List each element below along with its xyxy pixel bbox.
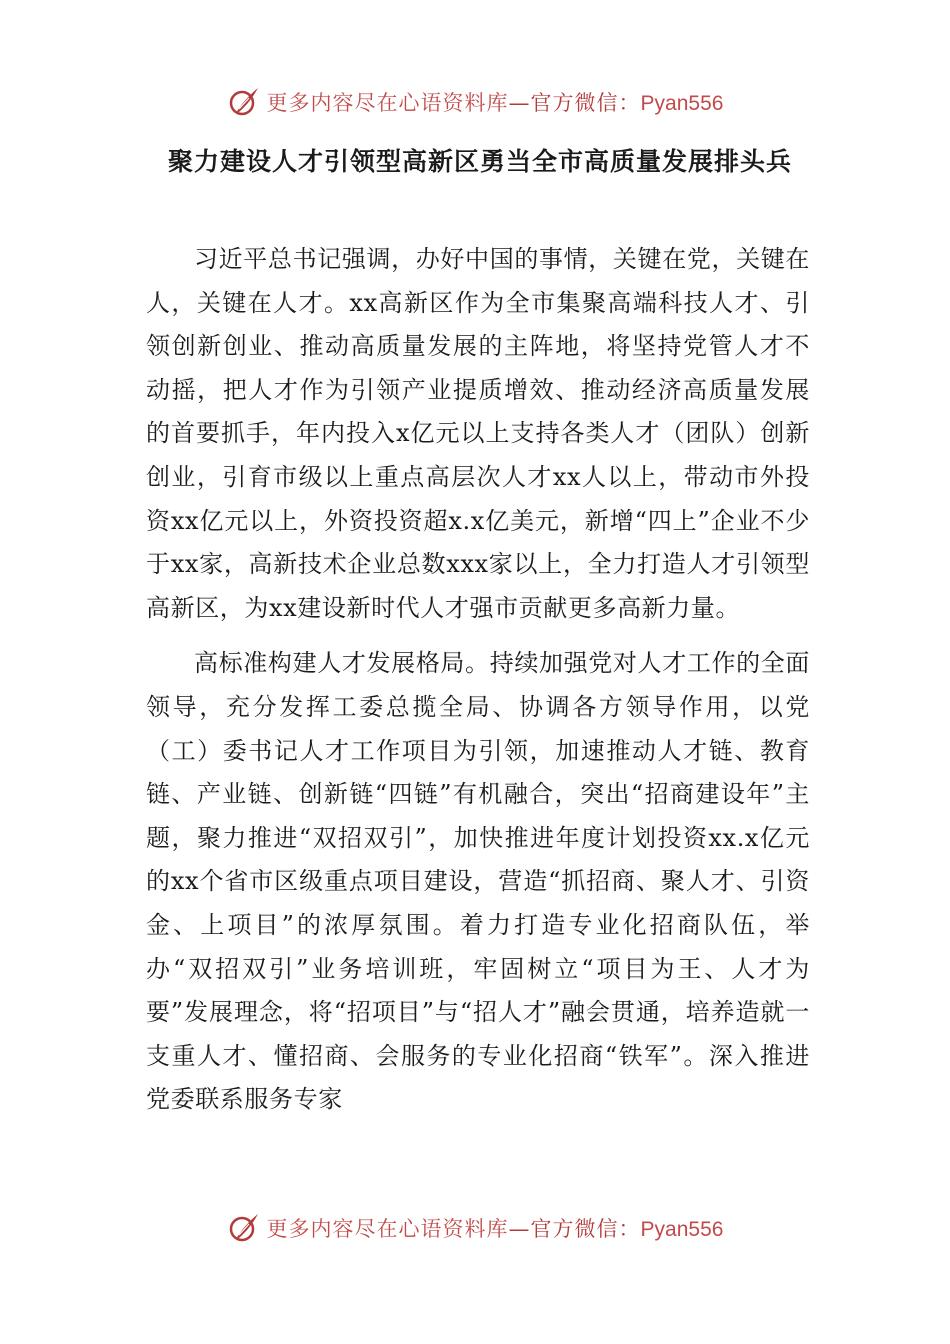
footer-banner: [0, 1208, 950, 1248]
document-body: [146, 238, 810, 1134]
banner-separator: —: [508, 91, 531, 115]
banner-contact-label: 官方微信：: [530, 1217, 641, 1241]
banner-brand: 更多内容尽在心语资料库: [266, 1217, 509, 1241]
paragraph-2: 高标准构建人才发展格局。持续加强党对人才工作的全面领导，充分发挥工委总揽全局、协调各方领导作用，以党（工）委书记人才工作项目为引领，加速推动人才链、教育链、产业链、创新链“四链”有机融合，突出“招商建设年”主题，聚力推进“双招双引”，加快推进年度计划投资xx.x亿元的xx个省市区级重点项目建设，营造“抓招商、聚人才、引资金、上项目”的浓厚氛围。着力打造专业化招商队伍，举办“双招双引”业务培训班，牢固树立“项目为王、人才为要”发展理念，将“招项目”与“招人才”融会贯通，培养造就一支重人才、懂招商、会服务的专业化招商“铁军”。深入推进党委联系服务专家: [146, 649, 810, 1114]
banner-contact-label: 官方微信：: [530, 91, 641, 115]
header-banner: [0, 82, 950, 122]
banner-contact-id: Pyan556: [640, 92, 724, 115]
banner-brand: 更多内容尽在心语资料库: [266, 91, 509, 115]
document-title: 聚力建设人才引领型高新区勇当全市高质量发展排头兵: [167, 147, 792, 176]
banner-separator: —: [508, 1217, 531, 1241]
banner-contact-id: Pyan556: [640, 1218, 724, 1241]
paragraph-1: 习近平总书记强调，办好中国的事情，关键在党，关键在人，关键在人才。xx高新区作为全市集聚高端科技人才、引领创新创业、推动高质量发展的主阵地，将坚持党管人才不动摇，把人才作为引领产业提质增效、推动经济高质量发展的首要抓手，年内投入x亿元以上支持各类人才（团队）创新创业，引育市级以上重点高层次人才xx人以上，带动市外投资xx亿元以上，外资投资超x.x亿美元，新增“四上”企业不少于xx家，高新技术企业总数xxx家以上，全力打造人才引领型高新区，为xx建设新时代人才强市贡献更多高新力量。: [146, 245, 810, 622]
quill-pen-circle-icon: [227, 1211, 261, 1245]
quill-pen-circle-icon: [227, 85, 261, 119]
banner-text: [267, 87, 724, 117]
banner-text: [267, 1213, 724, 1243]
